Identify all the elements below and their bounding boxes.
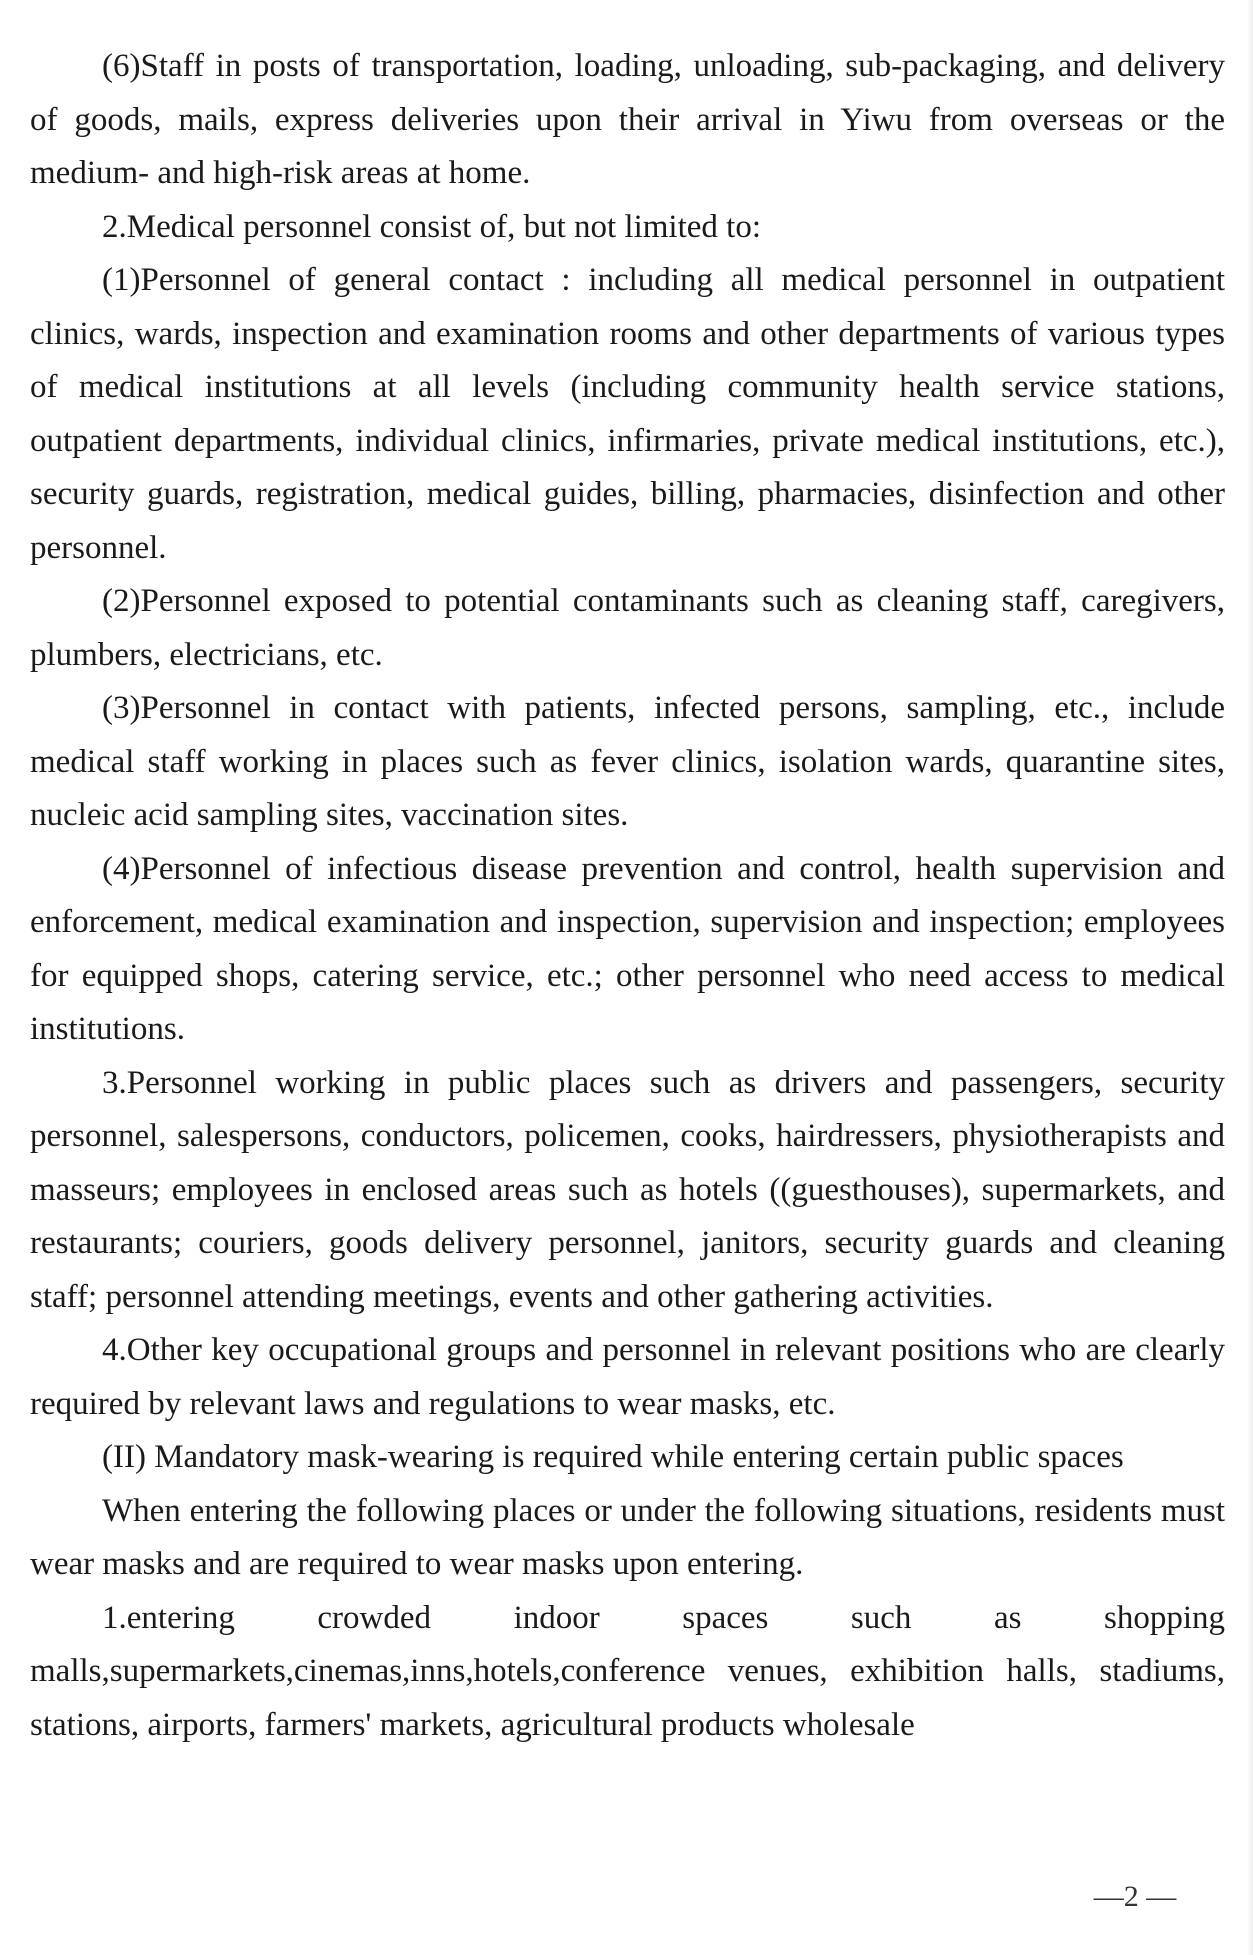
paragraph-potential-contaminants: (2)Personnel exposed to potential contaminants such as cleaning staff, caregivers, plumbers, electricians, etc. [30,583,1225,673]
paragraph-mandatory-heading: (II) Mandatory mask-wearing is required while entering certain public spaces [102,1439,1124,1475]
paragraph-public-places: 3.Personnel working in public places such as drivers and passengers, security personnel, salespersons, conductors, policemen, cooks, hairdressers, physiotherapists and masseurs; employees in enclosed areas such as hotels ((guesthouses), supermarkets, and restaurants; couriers, goods delivery personnel, janitors, security guards and cleaning staff; personnel attending meetings, events and other gathering activities. [30,1064,1225,1315]
document-body [30,40,1225,1752]
paragraph-crowded-indoor: 1.entering crowded indoor spaces such as shopping malls,supermarkets,cinemas,inns,hotels,conference venues, exhibition halls, stadiums, stations, airports, farmers' markets, agricultural products wholesale [30,1599,1225,1743]
paragraph-general-contact: (1)Personnel of general contact : including all medical personnel in outpatient clinics, wards, inspection and examination rooms and other departments of various types of medical institutions at all levels (including community health service stations, outpatient departments, individual clinics, infirmaries, private medical institutions, etc.), security guards, registration, medical guides, billing, pharmacies, disinfection and other personnel. [30,262,1225,566]
paragraph-staff-transport: (6)Staff in posts of transportation, loading, unloading, sub-packaging, and delivery of goods, mails, express deliveries upon their arrival in Yiwu from overseas or the medium- and high-risk areas at home. [30,48,1225,191]
paragraph-disease-prevention: (4)Personnel of infectious disease prevention and control, health supervision and enforcement, medical examination and inspection, supervision and inspection; employees for equipped shops, catering service, etc.; other personnel who need access to medical institutions. [30,850,1225,1047]
paragraph-entering-places: When entering the following places or under the following situations, residents must wear masks and are required to wear masks upon entering. [30,1492,1225,1582]
page-number: —2 — [1093,1880,1177,1913]
paragraph-medical-personnel-heading: 2.Medical personnel consist of, but not limited to: [102,208,761,245]
paragraph-other-groups: 4.Other key occupational groups and personnel in relevant positions who are clearly required by relevant laws and regulations to wear masks, etc. [30,1332,1225,1422]
page-edge-shadow [1247,0,1253,1955]
paragraph-patient-contact: (3)Personnel in contact with patients, infected persons, sampling, etc., include medical staff working in places such as fever clinics, isolation wards, quarantine sites, nucleic acid sampling sites, vaccination sites. [30,690,1225,833]
